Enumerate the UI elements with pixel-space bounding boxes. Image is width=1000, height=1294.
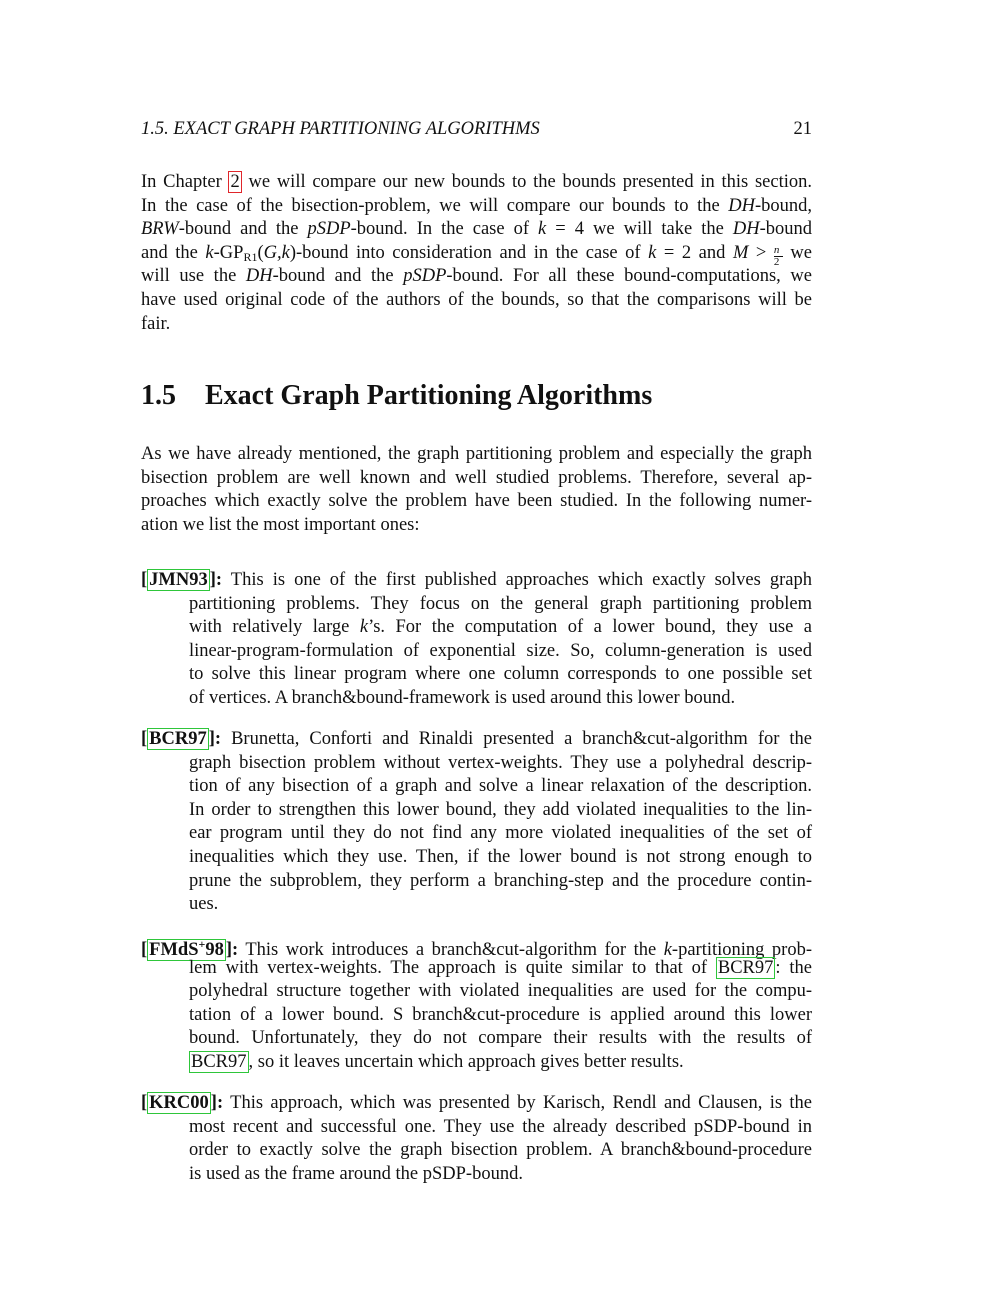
header-section-title: 1.5. EXACT GRAPH PARTITIONING ALGORITHMS [141,119,540,139]
citation-link[interactable]: BCR97 [191,1051,247,1072]
text-line: [ JMN93 ]: This is one of the first published approaches which exactly solves graph [141,570,812,590]
list-item [141,1092,812,1186]
citation-link[interactable]: JMN93 [149,570,208,590]
section-heading [141,380,652,412]
text-line: [ KRC00 ]: This approach, which was presented by Karisch, Rendl and Clausen, is the [141,1093,812,1113]
text-line: tion of any bisection of a graph and solve a linear relaxation of the description. [189,776,812,797]
text-line: BRW-bound and the pSDP-bound. In the case of k = 4 we will take the DH-bound [141,219,812,240]
text-line: In Chapter 2 we will compare our new bounds to the bounds presented in this section. [141,172,812,192]
citation-link[interactable]: BCR97 [149,729,207,749]
body-paragraph [141,443,812,537]
text-line: As we have already mentioned, the graph partitioning problem and especially the graph [141,444,812,464]
page-number: 21 [793,119,812,139]
text-line: bisection problem are well known and well studied problems. Therefore, several ap- [141,467,812,488]
text-line: lem with vertex-weights. The approach is quite similar to that of BCR97 : the [189,957,812,978]
list-item [141,569,812,711]
running-header [141,119,812,143]
text-line: [ FMdS+98 ]: This work introduces a branch&cut-algorithm for the k-partitioning prob- [141,937,812,960]
text-line: inequalities which they use. Then, if the lower bound is not strong enough to [189,846,812,867]
text-line: tation of a lower bound. S branch&cut-procedure is applied around this lower [189,1004,812,1025]
citation-link[interactable]: BCR97 [717,957,774,978]
intro-paragraph [141,171,812,336]
text-line: linear-program-formulation of exponential size. So, column-generation is used [189,640,812,661]
text-line: prune the subproblem, they perform a branching-step and the procedure contin- [189,870,812,891]
text-line: with relatively large k’s. For the computation of a lower bound, they use a [189,617,812,638]
text-line: and the $k-GP_{R1}(G,k)$-bound into consideration and in the case of k = 2 and M > $\frac{n}{2}$ we [141,242,813,268]
section-number: 1.5 [141,380,176,411]
text-line: partitioning problems. They focus on the general graph partitioning problem [189,593,812,614]
list-item [141,728,812,917]
text-line: ear program until they do not find any more violated inequalities of the set of [189,823,812,844]
list-item [141,933,812,1075]
text-line: In order to strengthen this lower bound, they add violated inequalities to the lin- [189,799,812,820]
text-line: In the case of the bisection-problem, we will compare our bounds to the DH-bound, [141,195,812,216]
text-line: polyhedral structure together with violated inequalities are used for the compu- [189,981,812,1002]
text-line: have used original code of the authors of the bounds, so that the comparisons will be [141,289,812,310]
text-line: ation we list the most important ones: [141,514,420,535]
text-line: [ BCR97 ]: Brunetta, Conforti and Rinaldi presented a branch&cut-algorithm for the [141,729,812,749]
text-line: proaches which exactly solve the problem have been studied. In the following numer- [141,491,812,512]
citation-link[interactable]: KRC00 [149,1093,209,1113]
text-line: order to exactly solve the graph bisection problem. A branch&bound-procedure [189,1140,812,1161]
text-line: most recent and successful one. They use the already described pSDP-bound in [189,1116,812,1137]
text-line: is used as the frame around the pSDP-bound. [189,1163,523,1184]
text-line: to solve this linear program where one column corresponds to one possible set [189,664,812,685]
text-line: BCR97 , so it leaves uncertain which approach gives better results. [191,1051,684,1072]
text-line: bound. Unfortunately, they do not compare their results with the results of [189,1028,812,1049]
text-line: fair. [141,313,171,334]
text-line: graph bisection problem without vertex-weights. They use a polyhedral descrip- [189,752,812,773]
chapter-link[interactable]: 2 [230,172,240,192]
text-line: will use the DH-bound and the pSDP-bound. For all these bound-computations, we [141,266,812,287]
section-title: Exact Graph Partitioning Algorithms [205,380,653,411]
text-line: ues. [189,894,219,915]
citation-link[interactable]: FMdS+98 [149,937,224,960]
text-line: of vertices. A branch&bound-framework is used around this lower bound. [189,687,736,708]
fraction: $\frac{n}{2}$ [774,245,783,268]
